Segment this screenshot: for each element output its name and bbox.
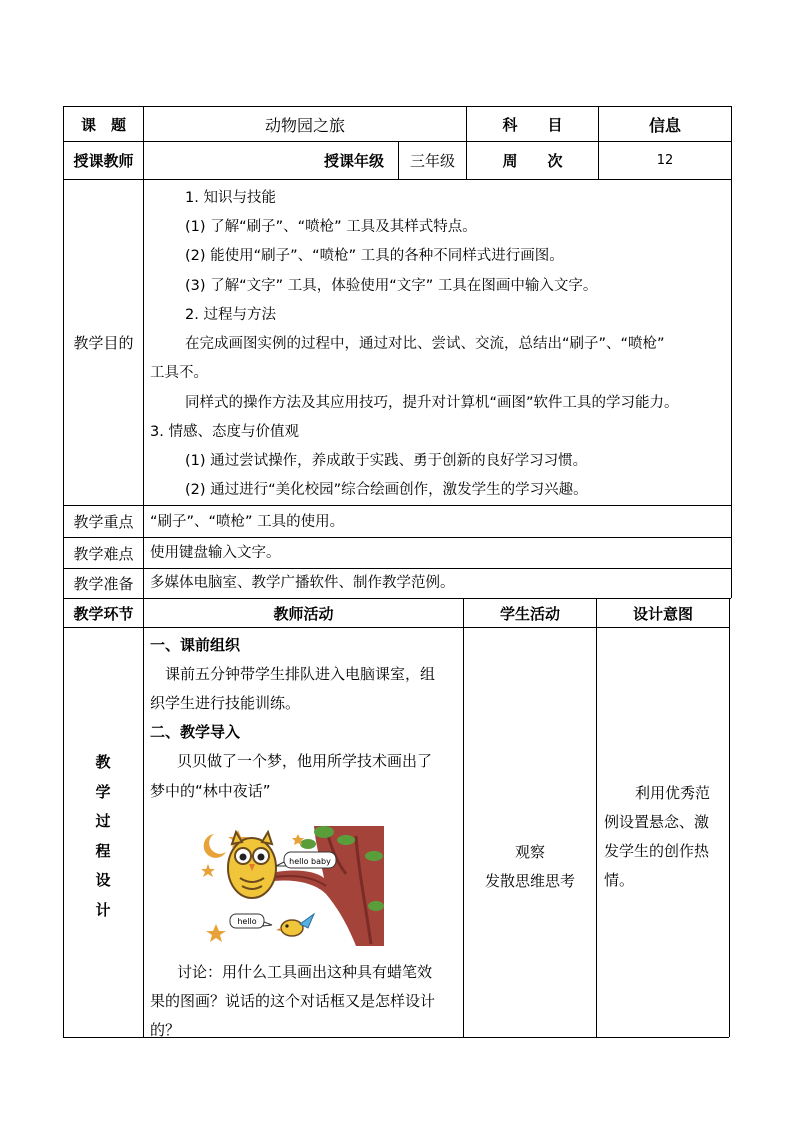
column-header-teacher: 教师活动 xyxy=(273,604,334,623)
teacher-line: 贝贝做了一个梦，他用所学技术画出了 xyxy=(177,752,433,770)
rule xyxy=(63,537,731,538)
stage-char: 学 xyxy=(95,782,111,801)
course-title: 动物园之旅 xyxy=(264,115,345,135)
intent-line: 利用优秀范 xyxy=(635,784,711,802)
stage-char: 过 xyxy=(95,812,111,830)
bird-speech-text: hello xyxy=(237,917,257,926)
column-header-intent: 设计意图 xyxy=(632,604,693,623)
week-label: 周 次 xyxy=(502,152,563,170)
rule xyxy=(463,598,464,1037)
column-header-student: 学生活动 xyxy=(499,604,560,623)
key-point-label: 教学重点 xyxy=(73,513,134,531)
rule xyxy=(63,627,729,628)
intent-line: 例设置悬念、激 xyxy=(604,813,710,831)
teacher-line: 的？ xyxy=(150,1021,181,1039)
goal-line: 在完成画图实例的过程中，通过对比、尝试、交流，总结出“刷子”、“喷枪” xyxy=(185,336,665,352)
rule xyxy=(63,179,731,180)
owl-speech-text: hello baby xyxy=(289,857,331,866)
grade-label: 授课年级 xyxy=(323,152,384,170)
teacher-label: 授课教师 xyxy=(73,152,134,170)
goal-line: (1) 了解“刷子”、“喷枪” 工具及其样式特点。 xyxy=(185,219,477,235)
teacher-line: 果的图画？说话的这个对话框又是怎样设计 xyxy=(150,992,436,1010)
goal-line: (2) 通过进行“美化校园”综合绘画创作，激发学生的学习兴趣。 xyxy=(185,482,588,498)
intent-line: 发学生的创作热 xyxy=(604,842,710,860)
teacher-line: 梦中的“林中夜话” xyxy=(150,782,271,800)
student-activity-line: 发散思维思考 xyxy=(484,871,575,890)
goal-line: (1) 通过尝试操作，养成敢于实践、勇于创新的良好学习习惯。 xyxy=(185,453,588,469)
teacher-line: 课前五分钟带学生排队进入电脑课室，组 xyxy=(165,665,436,683)
column-header-stage: 教学环节 xyxy=(73,604,134,623)
teacher-line: 织学生进行技能训练。 xyxy=(150,694,301,712)
course-label: 课 题 xyxy=(80,115,126,134)
stage-char: 设 xyxy=(95,871,111,889)
key-point-value: “刷子”、“喷枪” 工具的使用。 xyxy=(150,514,345,530)
rule xyxy=(143,598,144,1037)
goal-line: 工具不。 xyxy=(150,365,208,381)
difficulty-value: 使用键盘输入文字。 xyxy=(150,545,281,561)
rule xyxy=(596,598,597,1037)
teacher-line: 讨论：用什么工具画出这种具有蜡笔效 xyxy=(177,963,433,981)
rule xyxy=(731,106,732,598)
stage-vertical-label xyxy=(64,748,142,925)
subject-value: 信息 xyxy=(648,115,681,135)
section-heading: 二、教学导入 xyxy=(150,723,241,741)
stage-char: 程 xyxy=(95,841,111,860)
rule xyxy=(143,106,144,598)
goal-line: (2) 能使用“刷子”、“喷枪” 工具的各种不同样式进行画图。 xyxy=(185,248,564,264)
subject-label: 科 目 xyxy=(502,115,563,134)
preparation-value: 多媒体电脑室、教学广播软件、制作教学范例。 xyxy=(150,575,455,591)
goal-line: (3) 了解“文字” 工具，体验使用“文字” 工具在图画中输入文字。 xyxy=(185,278,598,294)
rule xyxy=(729,598,730,1037)
rule xyxy=(63,568,731,569)
goal-line: 2. 过程与方法 xyxy=(185,307,276,323)
preparation-label: 教学准备 xyxy=(73,575,134,593)
goal-line: 3. 情感、态度与价值观 xyxy=(150,424,299,440)
rule xyxy=(63,505,731,506)
stage-char: 计 xyxy=(95,900,111,919)
grade-value: 三年级 xyxy=(409,152,455,170)
goal-line: 1. 知识与技能 xyxy=(185,190,276,206)
week-value: 12 xyxy=(656,153,674,168)
student-activity-line: 观察 xyxy=(514,842,545,861)
goal-line: 同样式的操作方法及其应用技巧，提升对计算机“画图”软件工具的学习能力。 xyxy=(185,395,679,411)
intent-line: 情。 xyxy=(604,871,635,889)
night-forest-illustration xyxy=(196,826,384,946)
stage-char: 教 xyxy=(95,753,111,771)
section-heading: 一、课前组织 xyxy=(150,636,241,654)
difficulty-label: 教学难点 xyxy=(73,544,134,563)
goals-label: 教学目的 xyxy=(73,334,134,352)
